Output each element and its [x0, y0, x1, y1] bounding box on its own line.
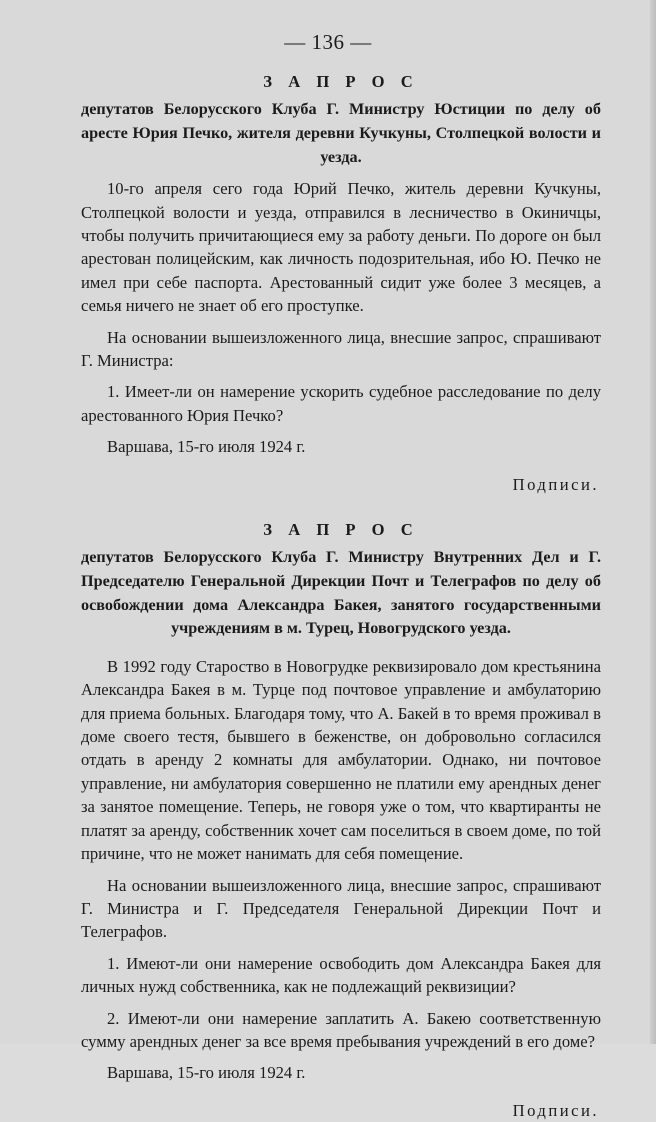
- request-1-question: 1. Имеет-ли он намерение ускорить судебное расследование по делу арестованного Юрия Печко?: [81, 382, 601, 425]
- request-1-subtitle: депутатов Белорусского Клуба Г. Министру Юстиции по делу об аресте Юрия Печко, жителя деревни Кучкуны, Столпецкой волости и уезда.: [81, 100, 601, 166]
- request-2-paragraph: На основании вышеизложенного лица, внесшие запрос, спрашивают Г. Министра и Г. Председателя Генеральной Дирекции Почт и Телеграфов.: [81, 875, 601, 942]
- request-2-subtitle: депутатов Белорусского Клуба Г. Министру Внутренних Дел и Г. Председателю Генеральной Дирекции Почт и Телеграфов по делу об освобождении дома Александра Бакея, занятого государственными учреждениям в м. Турец, Новогрудского уезда.: [81, 548, 601, 638]
- request-2-heading: З А П Р О С: [263, 520, 419, 540]
- request-1-paragraph: 10-го апреля сего года Юрий Печко, житель деревни Кучкуны, Столпецкой волости и уезда, отправился в лесничество в Окиничцы, чтобы получить причитающиеся ему за работу деньги. По дороге он был арестован полицейским, как личность подозрительная, ибо Ю. Печко не имел при себе паспорта. Арестованный сидит уже более 3 месяцев, а семья ничего не знает об его проступке.: [81, 179, 601, 316]
- page-number: — 136 —: [284, 30, 372, 54]
- page-content: [81, 70, 601, 1122]
- request-1-date: Варшава, 15-го июля 1924 г.: [107, 437, 306, 457]
- request-2-question: 1. Имеют-ли они намерение освободить дом Александра Бакея для личных нужд собственника, как не подлежащий реквизиции?: [81, 953, 601, 997]
- request-2-paragraph: В 1992 году Староство в Новогрудке реквизировало дом крестьянина Александра Бакея в м. Турце под почтовое управление и амбулаторию для приема больных. Благодаря тому, что А. Бакей в то время проживал в доме своего тестя, бывшего в беженстве, он добровольно согласился отдать в аренду 2 комнаты для амбулатории. Однако, ни почтовое управление, ни амбулатория совершенно не платили ему арендных денег за занятое помещение. Теперь, не говоря уже о том, что квартиранты не платят за аренду, собственник хочет сам поселиться в своем доме, по той причине, что не может нанимать для себя помещение.: [81, 656, 601, 864]
- request-1: [81, 70, 601, 496]
- page-edge-shadow: [650, 0, 656, 1044]
- request-2-signature: Подписи.: [512, 1100, 599, 1120]
- request-2-question: 2. Имеют-ли они намерение заплатить А. Бакею соответственную сумму арендных денег за все время пребывания учреждений в его доме?: [81, 1008, 601, 1051]
- request-2: [81, 518, 601, 1122]
- request-1-paragraph: На основании вышеизложенного лица, внесшие запрос, спрашивают Г. Министра:: [81, 327, 601, 371]
- request-2-date: Варшава, 15-го июля 1924 г.: [107, 1063, 306, 1083]
- request-1-heading: З А П Р О С: [263, 72, 419, 91]
- request-1-signature: Подписи.: [512, 474, 599, 494]
